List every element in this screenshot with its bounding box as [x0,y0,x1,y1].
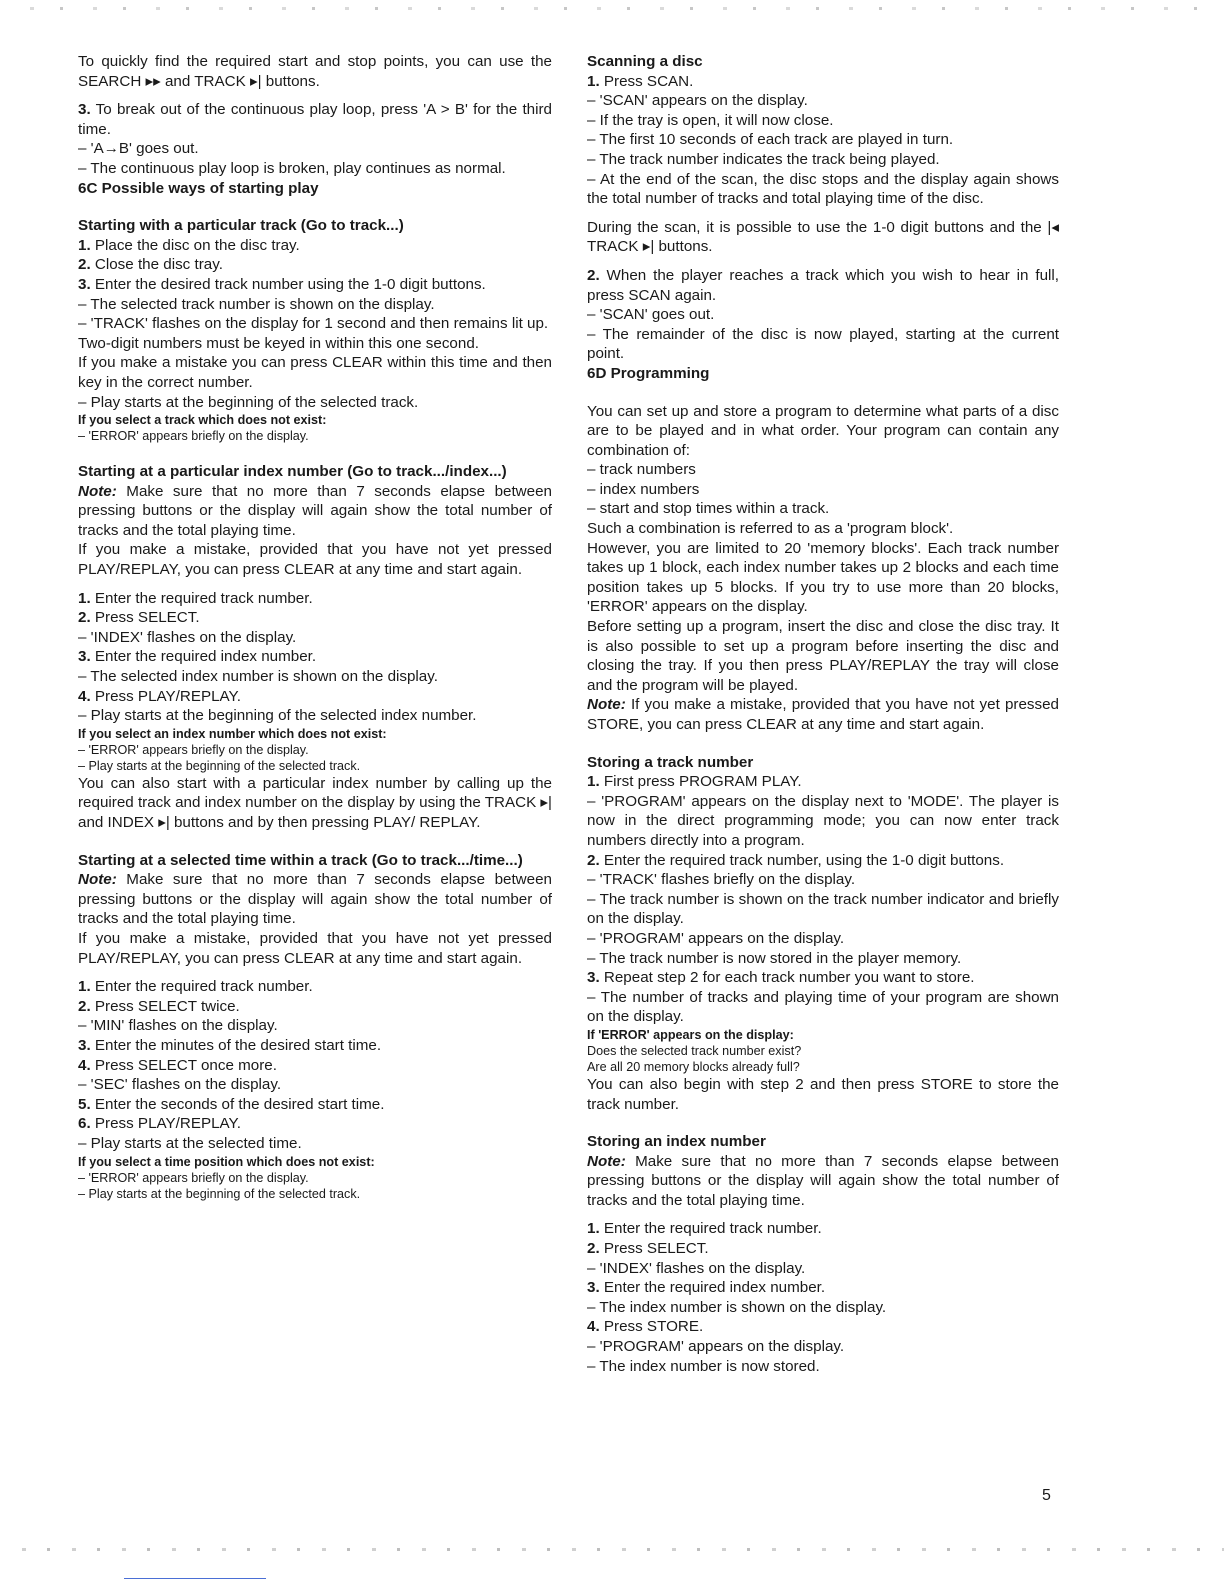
step-line: – Play starts at the selected time. [78,1134,302,1152]
step-line: – 'TRACK' flashes briefly on the display. [587,871,856,889]
mistake-text: If you make a mistake, provided that you have not yet pressed PLAY/REPLAY, you can press CLEAR at any time and start again. [78,541,552,579]
steps [587,772,1059,1027]
steps [78,589,552,726]
step-line: If you make a mistake you can press CLEAR within this time and then key in the correct number. [78,354,552,391]
step-text: Close the disc tray. [90,256,223,274]
step-line: – The selected index number is shown on the display. [78,668,438,686]
section-storing-index [587,1132,1059,1376]
section-programming [587,402,1059,735]
step-line: – 'INDEX' flashes on the display. [587,1259,806,1277]
step-number: 4. [78,687,91,705]
error-note [78,1154,552,1202]
step-number: 4. [587,1318,600,1336]
note-text: Make sure that no more than 7 seconds elapse between pressing buttons or the display will again show the total number of tracks and the total playing time. [78,871,552,928]
right-column [587,52,1059,1376]
note-paragraph [78,870,552,968]
step-line: Two-digit numbers must be keyed in within this one second. [78,334,479,352]
error-line: – 'ERROR' appears briefly on the display. [78,1170,309,1185]
step-line: – 'SEC' flashes on the display. [78,1076,282,1094]
paragraph: However, you are limited to 20 'memory blocks'. Each track number takes up 1 block, each index number takes up 2 blocks and each time position takes up 5 blocks. If you try to use more than 20 blocks, 'ERROR' appears on the display. [587,539,1059,616]
subsection-heading: Starting at a selected time within a track (Go to track.../time...) [78,851,523,869]
step-line: – The first 10 seconds of each track are played in turn. [587,131,954,149]
also-paragraph: You can also begin with step 2 and then press STORE to store the track number. [587,1075,1059,1113]
step-number: 1. [587,773,600,791]
note-paragraph [587,1152,1059,1211]
step-line: – Play starts at the beginning of the selected track. [78,393,419,411]
note-label: Note: [587,696,626,714]
step-text: Press SCAN. [599,72,694,90]
error-line: Does the selected track number exist? [587,1043,802,1058]
step-number: 2. [78,256,91,274]
note-paragraph [78,482,552,580]
step-line: – The index number is shown on the display. [587,1298,887,1316]
step-line: – The selected track number is shown on the display. [78,295,435,313]
step-line: – Play starts at the beginning of the selected index number. [78,707,477,725]
list-item: – index numbers [587,480,700,498]
left-column [78,52,552,1202]
steps [78,236,552,412]
section-storing-track [587,753,1059,1115]
loop-break-step [78,100,552,178]
error-heading: If you select a time position which does not exist: [78,1154,375,1169]
subsection-heading: Starting at a particular index number (Go to track.../index...) [78,463,507,481]
steps [587,266,1059,364]
subsection-heading: Storing a track number [587,753,754,771]
step-text: Enter the required track number, using the 1-0 digit buttons. [599,851,1005,869]
step-line: – 'TRACK' flashes on the display for 1 second and then remains lit up. [78,315,549,333]
step-line: – The number of tracks and playing time of your program are shown on the display. [587,988,1059,1026]
error-note [78,412,552,444]
step-text: Press PLAY/REPLAY. [90,687,241,705]
scan-artifact-blue-line [124,1578,266,1579]
error-line: – 'ERROR' appears briefly on the display. [78,429,309,444]
step-number: 1. [78,236,91,254]
step-line: – 'MIN' flashes on the display. [78,1017,278,1035]
note-text: Make sure that no more than 7 seconds elapse between pressing buttons or the display will again show the total number of tracks and the total playing time. [587,1152,1059,1209]
error-line: Are all 20 memory blocks already full? [587,1059,800,1074]
step-number: 2. [587,266,600,284]
error-line: – 'ERROR' appears briefly on the display. [78,742,309,757]
section-heading-6d: 6D Programming [587,364,710,382]
step-text: Enter the required index number. [599,1279,826,1297]
step-text: To break out of the continuous play loop, press 'A > B' for the third time. [78,101,552,138]
during-paragraph: During the scan, it is possible to use the 1-0 digit buttons and the |◂ TRACK ▸| buttons. [587,218,1059,256]
subsection-heading: Starting with a particular track (Go to track...) [78,217,404,235]
scan-artifact-top [0,7,1224,10]
error-heading: If you select a track which does not exist: [78,413,327,428]
step-text: Press SELECT. [599,1240,709,1258]
step-line: – The track number is now stored in the player memory. [587,949,962,967]
step-number: 3. [78,275,91,293]
step-line: – 'PROGRAM' appears on the display next to 'MODE'. The player is now in the direct programming mode; you can now enter track numbers directly into a program. [587,792,1059,849]
steps [78,977,552,1153]
note-label: Note: [587,1152,626,1170]
error-heading: If 'ERROR' appears on the display: [587,1027,794,1042]
step-text: Enter the required track number. [90,589,313,607]
step-text: Place the disc on the disc tray. [90,236,300,254]
page-number: 5 [1042,1487,1051,1504]
step-number: 2. [587,1240,600,1258]
step-number: 1. [78,978,91,996]
step-line: – 'SCAN' goes out. [587,306,715,324]
steps [587,1219,1059,1376]
step-line: – The continuous play loop is broken, play continues as normal. [78,159,506,177]
step-text: Press STORE. [599,1318,704,1336]
step-number: 1. [587,1220,600,1238]
step-text: Enter the minutes of the desired start time. [90,1036,382,1054]
section-go-to-track [78,216,552,444]
steps [587,72,1059,209]
note-text: If you make a mistake, provided that you have not yet pressed STORE, you can press CLEAR at any time and start again. [587,696,1059,733]
step-number: 6. [78,1115,91,1133]
section-heading-6c: 6C Possible ways of starting play [78,179,319,197]
error-line: – Play starts at the beginning of the selected track. [78,1186,361,1201]
note-label: Note: [78,482,117,500]
step-line: – The index number is now stored. [587,1357,820,1375]
step-text: Enter the required track number. [599,1220,822,1238]
step-text: Press SELECT twice. [90,997,240,1015]
section-go-to-time [78,851,552,1202]
error-heading: If you select an index number which does not exist: [78,726,387,741]
step-number: 1. [587,72,600,90]
step-text: Enter the seconds of the desired start time. [90,1095,385,1113]
step-line: – 'PROGRAM' appears on the display. [587,929,845,947]
step-line: – 'SCAN' appears on the display. [587,92,808,110]
step-text: Repeat step 2 for each track number you want to store. [599,969,975,987]
step-line: – The track number indicates the track being played. [587,150,940,168]
section-go-to-index [78,462,552,833]
error-note [78,726,552,774]
step-line: – 'A→B' goes out. [78,140,199,158]
step-text: First press PROGRAM PLAY. [599,773,802,791]
mistake-text: If you make a mistake, provided that you have not yet pressed PLAY/REPLAY, you can press CLEAR at any time and start again. [78,929,552,967]
step-text: Press SELECT once more. [90,1056,277,1074]
paragraph: Before setting up a program, insert the disc and close the disc tray. It is also possible to set up a program before inserting the disc and closing the tray. If you then press PLAY/REPLAY the tray will close and the program will be played. [587,618,1059,694]
step-line: – 'PROGRAM' appears on the display. [587,1338,845,1356]
paragraph: You can set up and store a program to determine what parts of a disc are to be played and in what order. Your program can contain any combination of: [587,402,1059,459]
step-number: 3. [78,101,91,119]
step-text: Press SELECT. [90,609,200,627]
step-number: 2. [78,997,91,1015]
step-line: – If the tray is open, it will now close. [587,111,834,129]
also-paragraph: You can also start with a particular index number by calling up the required track and index number on the display by using the TRACK ▸| and INDEX ▸| buttons and by then pressing PLAY/ REPLAY. [78,774,552,831]
step-number: 3. [78,1036,91,1054]
list-item: – track numbers [587,461,696,479]
step-text: When the player reaches a track which you wish to hear in full, press SCAN again. [587,266,1059,304]
subsection-heading: Storing an index number [587,1133,766,1151]
step-line: – 'INDEX' flashes on the display. [78,628,297,646]
error-line: – Play starts at the beginning of the selected track. [78,758,361,773]
note-label: Note: [78,871,117,889]
intro-paragraph: To quickly find the required start and stop points, you can use the SEARCH ▸▸ and TRACK ▸| buttons. [78,53,552,90]
step-number: 5. [78,1095,91,1113]
step-text: Enter the required track number. [90,978,313,996]
scan-artifact-bottom [0,1548,1224,1551]
note-text: Make sure that no more than 7 seconds elapse between pressing buttons or the display will again show the total number of tracks and the total playing time. [78,482,552,539]
step-number: 3. [78,648,91,666]
step-number: 2. [78,609,91,627]
section-scanning [587,52,1059,364]
step-number: 3. [587,969,600,987]
list-item: – start and stop times within a track. [587,500,830,518]
paragraph: Such a combination is referred to as a 'program block'. [587,520,954,538]
step-number: 1. [78,589,91,607]
step-number: 3. [587,1279,600,1297]
error-note [587,1027,1059,1075]
step-text: Press PLAY/REPLAY. [90,1115,241,1133]
step-line: – The track number is shown on the track number indicator and briefly on the display. [587,890,1059,928]
step-number: 4. [78,1056,91,1074]
step-text: Enter the desired track number using the 1-0 digit buttons. [90,275,486,293]
step-line: – At the end of the scan, the disc stops and the display again shows the total number of tracks and total playing time of the disc. [587,170,1059,208]
step-text: Enter the required index number. [90,648,317,666]
subsection-heading: Scanning a disc [587,53,703,70]
step-line: – The remainder of the disc is now played, starting at the current point. [587,325,1059,363]
step-number: 2. [587,851,600,869]
